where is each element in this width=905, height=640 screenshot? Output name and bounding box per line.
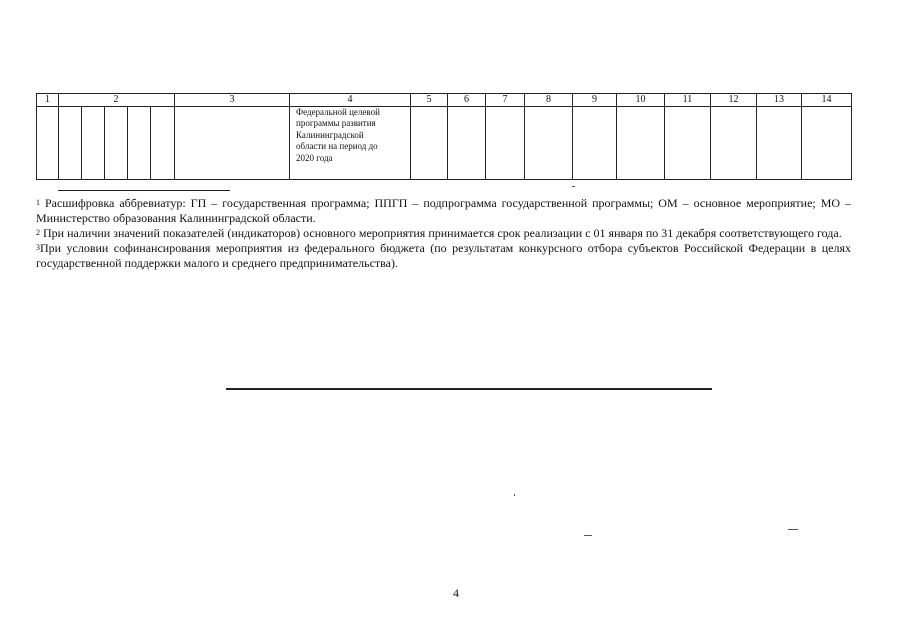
header-cell-9: 9 bbox=[573, 94, 617, 107]
col4-line: 2020 года bbox=[296, 152, 333, 163]
table-cell bbox=[59, 107, 82, 180]
footnotes bbox=[36, 196, 851, 271]
scan-speck bbox=[788, 529, 798, 530]
scan-speck bbox=[572, 186, 575, 187]
table-cell bbox=[151, 107, 175, 180]
footnote-text: При наличии значений показателей (индикаторов) основного мероприятия принимается срок реализации с 01 января по 31 декабря соответствующего года. bbox=[43, 226, 842, 240]
closing-rule bbox=[226, 388, 712, 390]
table-cell bbox=[175, 107, 290, 180]
header-cell-12: 12 bbox=[711, 94, 757, 107]
table-cell bbox=[802, 107, 852, 180]
header-cell-7: 7 bbox=[486, 94, 525, 107]
footnote-3 bbox=[36, 241, 851, 271]
table-cell bbox=[525, 107, 573, 180]
table-cell bbox=[82, 107, 105, 180]
scan-speck bbox=[584, 535, 592, 536]
footnote-mark: 1 bbox=[36, 198, 40, 207]
table-row bbox=[37, 107, 852, 180]
header-cell-4: 4 bbox=[290, 94, 411, 107]
footnote-1 bbox=[36, 196, 851, 226]
data-table bbox=[36, 93, 852, 180]
header-cell-13: 13 bbox=[757, 94, 802, 107]
header-cell-2a bbox=[59, 94, 82, 107]
col4-line: программы развития bbox=[296, 118, 376, 129]
footnote-text: Расшифровка аббревиатур: ГП – государственная программа; ППГП – подпрограмма государственной программы; ОМ – основное мероприятие; МО – Министерство образования Калининградской области. bbox=[36, 196, 851, 225]
header-cell-2d bbox=[151, 94, 175, 107]
header-cell-2c bbox=[128, 94, 151, 107]
footnote-text: При условии софинансирования мероприятия из федерального бюджета (по результатам конкурсного отбора субъектов Российской Федерации в целях государственной поддержки малого и среднего предпринимательства). bbox=[36, 241, 851, 270]
table-cell bbox=[37, 107, 59, 180]
header-cell-5: 5 bbox=[411, 94, 448, 107]
table-cell-col4 bbox=[290, 107, 411, 180]
header-cell-2b bbox=[82, 94, 105, 107]
table-cell bbox=[448, 107, 486, 180]
header-cell-10: 10 bbox=[617, 94, 665, 107]
table-cell bbox=[711, 107, 757, 180]
table-cell bbox=[411, 107, 448, 180]
table-cell bbox=[617, 107, 665, 180]
header-cell-14: 14 bbox=[802, 94, 852, 107]
footnote-separator bbox=[58, 190, 230, 191]
col4-text bbox=[290, 107, 410, 164]
footnote-mark: 2 bbox=[36, 228, 40, 237]
table-cell bbox=[665, 107, 711, 180]
scan-speck bbox=[514, 494, 515, 496]
col4-line: Федеральной целевой bbox=[296, 107, 380, 117]
table-cell bbox=[573, 107, 617, 180]
header-cell-8: 8 bbox=[525, 94, 573, 107]
table-cell bbox=[757, 107, 802, 180]
footnote-2 bbox=[36, 226, 851, 241]
table-header-row bbox=[37, 94, 852, 107]
table-cell bbox=[128, 107, 151, 180]
table-cell bbox=[486, 107, 525, 180]
col4-line: области на период до bbox=[296, 141, 378, 152]
footnote-mark: 3 bbox=[36, 243, 40, 252]
page-number: 4 bbox=[453, 586, 459, 600]
header-cell-1: 1 bbox=[37, 94, 59, 107]
header-cell-2: 2 bbox=[105, 94, 128, 107]
col4-line: Калининградской bbox=[296, 129, 364, 140]
header-cell-11: 11 bbox=[665, 94, 711, 107]
header-cell-3: 3 bbox=[175, 94, 290, 107]
header-cell-6: 6 bbox=[448, 94, 486, 107]
table-cell bbox=[105, 107, 128, 180]
